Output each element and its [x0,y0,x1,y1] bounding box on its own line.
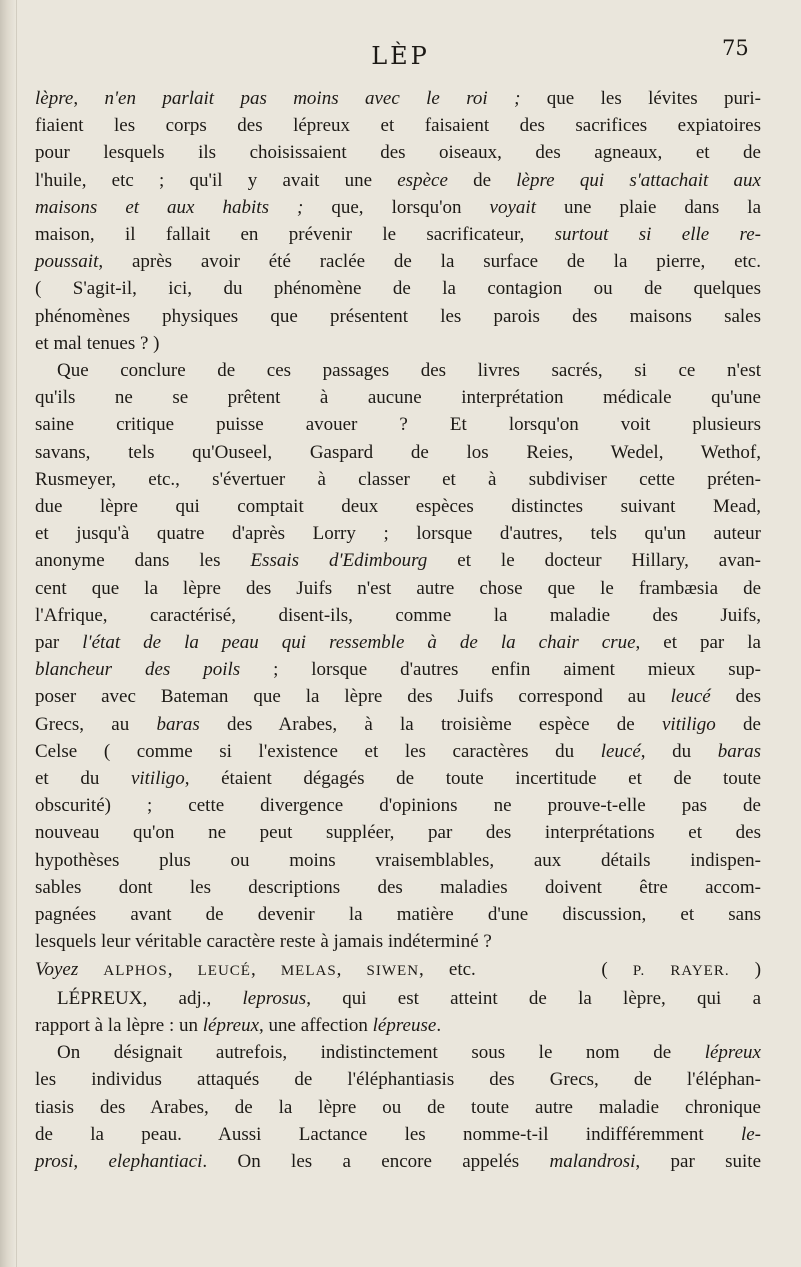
text-line: les individus attaqués de l'éléphantiasis des Grecs, de l'éléphan- [35,1069,761,1091]
running-head-title: LÈP [371,42,430,70]
text-line: Celse ( comme si l'existence et les caractères du leucé, du baras [35,740,762,762]
paragraph-start-line: Que conclure de ces passages des livres sacrés, si ce n'est [57,360,761,382]
page-number: 75 [722,36,749,60]
text-line: de la peau. Aussi Lactance les nomme-t-il indifféremment le- [35,1123,761,1145]
text-line: l'Afrique, caractérisé, disent-ils, comme la maladie des Juifs, [35,604,761,626]
text-line: Grecs, au baras des Arabes, à la troisième espèce de vitiligo de [35,713,761,735]
text-line: Rusmeyer, etc., s'évertuer à classer et à subdiviser cette préten- [35,468,761,490]
text-line: et jusqu'à quatre d'après Lorry ; lorsque d'autres, tels qu'un auteur [35,523,761,545]
text-line: maisons et aux habits ; que, lorsqu'on voyait une plaie dans la [35,196,761,218]
paragraph-end-line: lesquels leur véritable caractère reste à jamais indéterminé ? [35,931,492,953]
text-line: maison, il fallait en prévenir le sacrificateur, surtout si elle re- [35,224,761,246]
cross-reference-line: Voyez ALPHOS, LEUCÉ, MELAS, SIWEN, etc. ( P. RAYER. ) [35,958,762,980]
page-binding-edge [0,0,17,1267]
text-line: poser avec Bateman que la lèpre des Juifs correspond au leucé des [35,686,762,708]
text-line: fiaient les corps des lépreux et faisaient des sacrifices expiatoires [35,115,761,137]
text-line: phénomènes physiques que présentent les parois des maisons sales [35,305,761,327]
text-line: poussait, après avoir été raclée de la surface de la pierre, etc. [35,251,761,273]
text-line: nouveau qu'on ne peut suppléer, par des interprétations et des [35,822,761,844]
text-line: l'huile, etc ; qu'il y avait une espèce de lèpre qui s'attachait aux [35,169,761,191]
text-line: obscurité) ; cette divergence d'opinions ne prouve-t-elle pas de [35,795,761,817]
text-line: tiasis des Arabes, de la lèpre ou de toute autre maladie chronique [35,1096,761,1118]
text-line: hypothèses plus ou moins vraisemblables, aux détails indispen- [35,849,761,871]
text-line: ( S'agit-il, ici, du phénomène de la contagion ou de quelques [35,278,761,300]
text-line: et du vitiligo, étaient dégagés de toute incertitude et de toute [35,768,761,790]
text-line: cent que la lèpre des Juifs n'est autre chose que le frambæsia de [35,577,761,599]
running-header [0,36,801,72]
text-line: lèpre, n'en parlait pas moins avec le roi ; que les lévites puri- [35,88,761,109]
text-line: due lèpre qui comptait deux espèces distinctes suivant Mead, [35,496,761,518]
text-line: blancheur des poils ; lorsque d'autres enfin aiment mieux sup- [35,659,761,681]
paragraph-end-line: et mal tenues ? ) [35,332,160,354]
text-line: sables dont les descriptions des maladies doivent être accom- [35,876,761,898]
text-line: saine critique puisse avouer ? Et lorsqu'on voit plusieurs [35,414,761,436]
text-line: par l'état de la peau qui ressemble à de la chair crue, et par la [35,632,761,654]
paragraph-start-line: On désignait autrefois, indistinctement sous le nom de lépreux [57,1042,761,1064]
text-line: pagnées avant de devenir la matière d'une discussion, et sans [35,904,761,926]
text-line: anonyme dans les Essais d'Edimbourg et le docteur Hillary, avan- [35,550,761,572]
entry-headword-line: LÉPREUX, adj., leprosus, qui est atteint de la lèpre, qui a [57,987,761,1009]
body-text [35,85,761,1175]
paragraph-end-line: rapport à la lèpre : un lépreux, une affection lépreuse. [35,1014,442,1036]
text-line: pour lesquels ils choisissaient des oiseaux, des agneaux, et de [35,142,761,164]
text-line: savans, tels qu'Ouseel, Gaspard de los Reies, Wedel, Wethof, [35,441,761,463]
text-line: prosi, elephantiaci. On les a encore appelés malandrosi, par suite [35,1150,761,1172]
text-line: qu'ils ne se prêtent à aucune interprétation médicale qu'une [35,387,761,409]
